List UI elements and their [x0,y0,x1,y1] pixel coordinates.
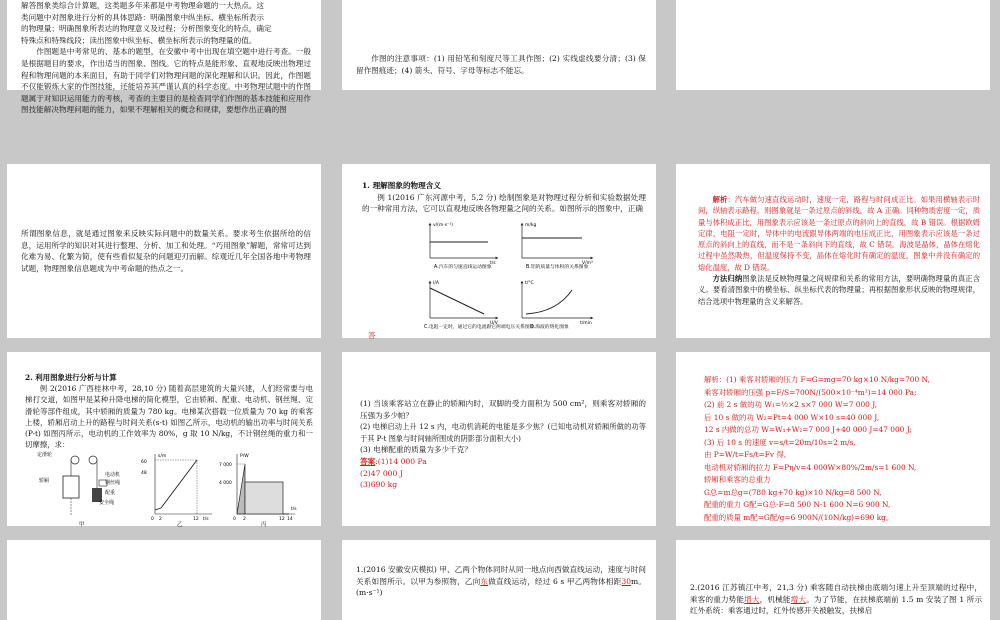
label-safety-rope: 安全绳 [99,500,115,506]
graph-a-caption: A.汽车的匀速直线运动图象 [434,265,492,270]
s6-analysis-label: 解析 [712,195,728,204]
graph-b [522,222,593,270]
s12-text-pre: 2.(2016 江苏镇江中考，21,3 分) 乘客随自动扶梯由底端匀速上升至顶端的过程中，乘客的重力势能 [690,583,982,604]
slide-7 [7,352,321,526]
graph-d [522,280,592,330]
s8-a2: (2)47 000 J [360,468,403,478]
s11-text-pre: 1.(2016 安徽安庆模拟) 甲、乙两个物体同时从同一地点向西做直线运动，速度与时间关系如图所示。以甲为参照物，乙向 [356,565,646,586]
slide-1 [7,0,321,115]
fig-bing-pt-graph [219,453,297,528]
s12-text-post: 。为了节能，在扶梯底端前 1.5 m 安装了图 1 所示红外系统：乘客通过时，红外传感开关被触发，扶梯启 [690,594,983,616]
s5-graphs [422,220,612,340]
label-counterweight: 配重 [105,490,116,496]
s11-blank-1: 东 [480,576,489,586]
bing-xtick-0: 0 [233,517,236,522]
s8-answers [360,456,646,491]
s5-heading: 1. 理解图象的物理含义 [362,181,441,190]
yi-ytick-2: 48 [141,471,147,476]
s5-answer-label: 答 [368,331,376,340]
graph-b-ylabel: m/kg [525,223,537,228]
s9-line-4: 后 10 s 做的功 W₂=Pt=4 000 W×10 s=40 000 J, [704,412,880,422]
s12-blank-2: 增大 [790,594,807,604]
s9-line-9: 轿厢和乘客的总重力 [704,475,771,484]
s1-line-3: 的物理量；明确图象所表达的物理意义及过程；分析图象变化的特点，确定 [21,24,272,34]
s9-line-11: 配重的重力 G配=G总-F=8 500 N-1 600 N=6 900 N, [704,500,891,509]
bing-ylabel: P/W [240,454,249,459]
label-bing: 丙 [261,522,267,528]
label-jia: 甲 [79,522,85,528]
s12-blank-1: 增大 [744,594,760,604]
bing-xlabel: t/s [291,507,297,512]
s9-line-7: 由 P=W/t=Fs/t=Fv 得, [704,450,787,459]
graph-c-ylabel: I/A [433,281,439,286]
s12-text-mid: ，机械能 [759,594,791,604]
s8-q1: (1) 当该乘客站立在静止的轿厢内时，双脚的受力面积为 500 cm²，则乘客对轿厢的压强为多少帕？ [360,399,646,420]
s11-blank-2: 30 [621,576,632,586]
s6-method: 图象法是反映物理量之间规律和关系的常用方法，要明确物理量的真正含义。要看清图象中的横坐标、纵坐标代表的物理量；再根据图象形状反映的物理规律，结合选项中物理量的含义来解答。 [698,274,981,306]
bing-xtick-3: 14 [287,517,293,522]
graph-d-ylabel: t/°C [525,281,534,286]
s8-answer-label: 答案 [360,456,376,466]
bing-ytick-2: 4 000 [219,481,232,486]
slide-3 [676,0,990,90]
graph-a-ylabel: v/(m·s⁻¹) [433,223,454,228]
s7-heading: 2. 利用图象进行分析与计算 [25,373,117,382]
bing-xtick-1: 2 [243,517,246,522]
s9-line-3: (2) 前 2 s 做的功 W₁=½×2 s×7 000 W=7 000 J, [704,400,878,409]
fig-yi-st-graph [141,453,212,528]
slide-2 [342,0,656,90]
s9-line-2: 乘客对轿厢的压强 p=F/S=700N/(500×10⁻⁴m²)=14 000 Pa; [704,387,917,397]
slide-11 [342,540,656,620]
graph-c-xlabel: U/V [490,321,498,326]
s9-line-12: 配重的质量 m配=G配/g=6 900N/(10N/kg)=690 kg。 [704,512,894,522]
graph-a [430,222,497,270]
s9-line-8: 电动机对轿厢的拉力 F=Pη/v=4 000W×80%/2m/s=1 600 N, [704,462,917,472]
slide-6 [676,164,990,338]
yi-xtick-2: 12 [193,517,199,522]
s1-line-4: 特殊点和特殊线段；读出图象中纵坐标、横坐标所表示的物理量的值。 [21,35,257,45]
s8-q2: (2) 电梯启动上升 12 s 内，电动机消耗的电能是多少焦？(已知电动机对轿厢所做的功等于其 P-t 图象与时间轴所围成的阴影部分面积大小) [360,422,646,443]
graph-a-xlabel: t/s [490,261,496,266]
graph-c-caption: C.电阻一定时，通过它的电流跟它两端电压关系图象 [424,325,535,330]
graph-c [424,280,535,330]
s6-analysis: ：汽车做匀速直线运动时，速度一定，路程与时间成正比。如果用横轴表示时间，纵轴表示路程，则图象就是一条过原点的斜线，故 A 正确。同种物质密度一定，质量与体积成正比，用图象表示应该是一条过原点的斜向上的直线，故 B 错误。根据欧姆定律，电阻一定时，导体中的电流跟导体两端的电压成正比，用图象表示应该是一条过原点的斜向上的直线，而不是一条斜向下的直线，故 C 错误。海波是晶体，晶体在熔化过程中虽然吸热，但温度保持不变，晶体在熔化时有确定的温度，图象中并没有确定的熔化温度，故 D 错误。 [698,195,981,272]
yi-ylabel: s/m [158,454,167,459]
slide-4 [7,164,321,338]
slide-9 [676,352,990,526]
label-cable: 钢丝绳 [105,480,121,486]
label-yi: 乙 [177,522,183,528]
s9-line-6: (3) 后 10 s 的速度 v=s/t=20m/10s=2 m/s, [704,437,856,447]
label-car: 轿厢 [39,478,50,484]
bing-ytick-1: 7 000 [219,463,232,468]
bing-xtick-2: 12 [279,517,285,522]
graph-d-xlabel: t/min [580,321,592,326]
fig-jia-elevator [37,451,120,528]
slide-12 [676,540,990,620]
s1-line-1: 解答图象类综合计算题，这类题多年来都是中考物理命题的一大热点。这 [21,1,264,10]
s1-paragraph-2: 作图题是中考常见的、基本的题型，在安徽中考中出现在填空题中进行考查。一般是根据题目的要求，作出适当的图象、图线。它的特点是能形象、直观地反映出物理过程和物理问题的本来面目，有助于同学们对物理问题的深化理解和认识。因此，作图题不仅能锻炼大家的作图技能，还能培养其严谨认真的科学态度。中考物理试题中的作图题属于对知识运用能力的考核，考查的主要目的是检查同学们作图的基本技能和应用作图技能解决物理问题的能力，如果不理解相关的概念和规律，要想作出正确的图 [21,47,311,115]
yi-xlabel: t/s [203,517,209,522]
yi-xtick-1: 2 [159,517,162,522]
s4-paragraph: 所谓图象信息，就是通过图象来反映实际问题中的数量关系。要求考生依据所给的信息，运用所学的知识对其进行整理、分析、加工和处理。“巧用图象”解题，常常可达到化难为易、化繁为简，使有些看似复杂的问题迎刃而解。综观近几年全国各地中考物理试题，物理图象信息题成为中考命题的热点之一。 [21,229,311,273]
yi-ytick-1: 60 [141,460,147,465]
s5-question: 例 1(2016 广东河源中考，5,2 分) 绘制图象是对物理过程分析和实验数据处理的一种常用方法，它可以直观地反映各物理量之间的关系。如图所示的图象中，正确 [362,192,646,214]
graph-b-xlabel: V/m³ [582,261,593,266]
yi-xtick-0: 0 [151,517,154,522]
graph-d-caption: D.海波的熔化图象 [530,325,569,330]
slide-10 [7,540,321,620]
label-pulley: 定滑轮 [37,452,53,458]
s6-method-label: 方法归纳 [712,274,743,284]
s9-line-1: 解析：(1) 乘客对轿厢的压力 F=G=mg=70 kg×10 N/kg=700 N, [704,375,930,384]
s8-a3: (3)690 kg [360,480,398,490]
slide-5 [342,164,656,338]
s11-text-post: m。(m·s⁻¹) [356,576,647,598]
s8-a1: :(1)14 000 Pa [375,456,427,466]
s2-notes: 作图的注意事项：(1) 用铅笔和刻度尺等工具作图；(2) 实线虚线要分清；(3) 保留作图痕迹；(4) 箭头、符号、字母等标志不能忘。 [356,54,646,75]
s11-text-mid: 做直线运动，经过 6 s 甲乙两物体相距 [488,576,622,586]
s1-line-2: 类问题中对图象进行分析的具体思路：明确图象中纵坐标、横坐标所表示 [21,12,264,22]
graph-b-caption: B.铝的质量与体积的关系图象 [526,265,589,270]
s8-q3: (3) 电梯配重的质量为多少千克？ [360,445,472,455]
s9-line-5: 12 s 内做的总功 W=W₁+W₂=7 000 J+40 000 J=47 000 J; [704,425,912,434]
slide-8 [342,352,656,526]
s9-line-10: G总=m总g=(780 kg+70 kg)×10 N/kg=8 500 N, [704,487,882,497]
s7-question: 例 2(2016 广西桂林中考，28,10 分) 随着高层建筑的大量兴建，人们经常要与电梯打交道，如图甲是某种升降电梯的简化模型，它由轿厢、配重、电动机、钢丝绳、定滑轮等部件组成，其中轿厢的质量为 780 kg。电梯某次搭载一位质量为 70 kg 的乘客上楼，轿厢启动上升的路程与时间关系(s-t) 如图乙所示，电动机的输出功率与时间关系 (P-t) 如图丙所示，电动机的工作效率为 80%，g 取 10 N/kg，不计钢丝绳的重力和一切摩擦，求： [25,384,313,450]
s7-figures [37,452,297,528]
label-motor: 电动机 [105,472,121,478]
